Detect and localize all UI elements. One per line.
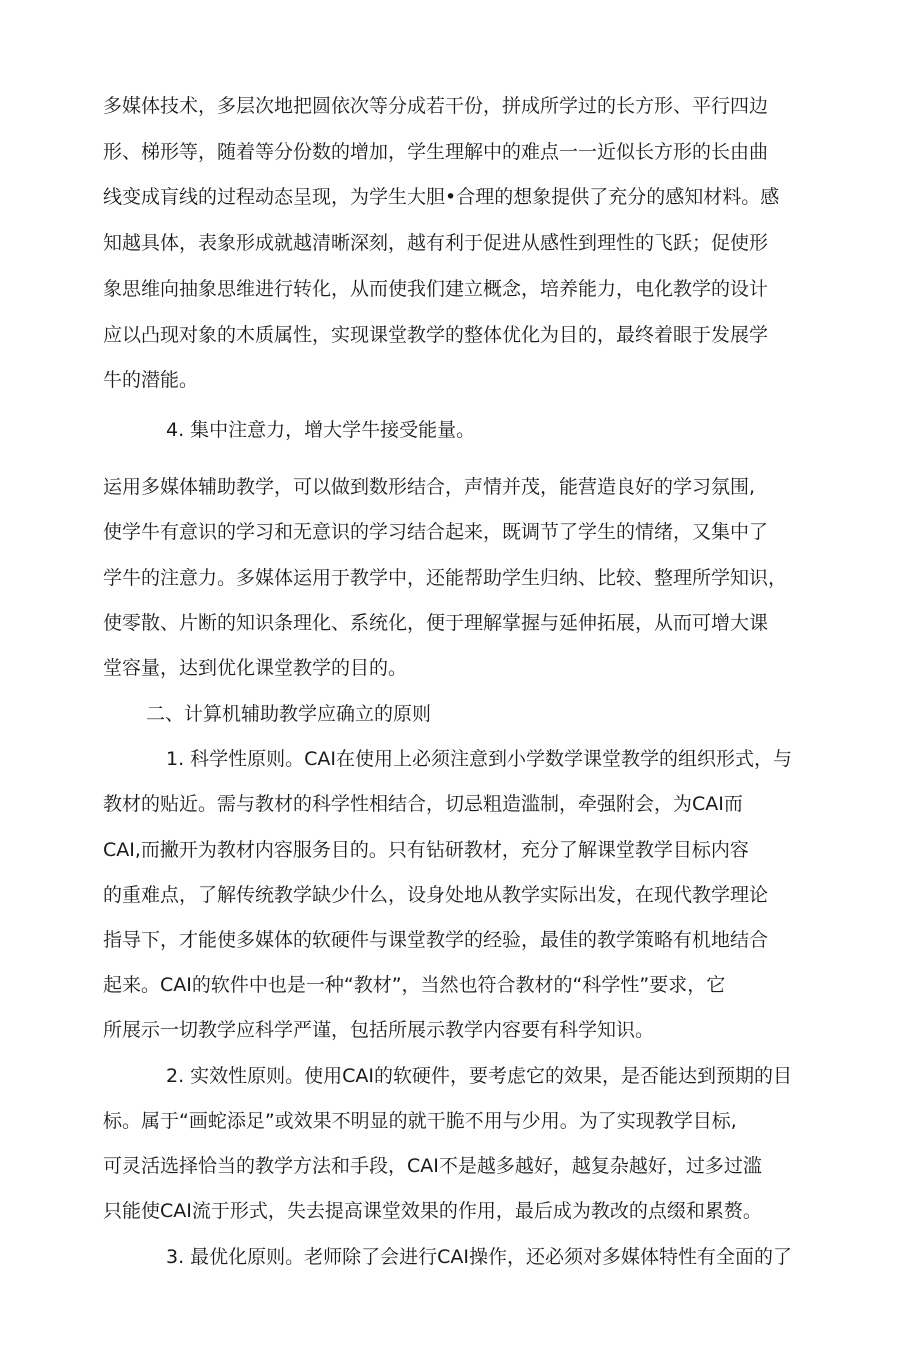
text-line: 线变成肓线的过程动态呈现，为学生大胆•合理的想象提供了充分的感知材料。感 xyxy=(103,186,780,208)
text-line: 运用多媒体辅助教学，可以做到数形结合，声情并茂，能营造良好的学习氛围, xyxy=(103,476,756,498)
text-line: CAI,而撇开为教材内容服务目的。只有钻研教材，充分了解课堂教学目标内容 xyxy=(103,839,749,861)
text-line: 所展示一切教学应科学严谨，包括所展示教学内容要有科学知识。 xyxy=(103,1019,655,1041)
text-line: 标。属于“画蛇添足”或效果不明显的就干脆不用与少用。为了实现教学目标, xyxy=(103,1110,737,1132)
text-line: 的重难点，了解传统教学缺少什么，设身处地从教学实际出发，在现代教学理论 xyxy=(103,884,769,906)
section-heading: 二、计算机辅助教学应确立的原则 xyxy=(146,703,432,725)
text-line: 堂容量，达到优化课堂教学的目的。 xyxy=(103,657,408,679)
text-line: 3. 最优化原则。老师除了会进行CAI操作，还必须对多媒体特性有全面的了 xyxy=(166,1246,793,1268)
text-line: 使零散、片断的知识条理化、系统化，便于理解掌握与延伸拓展，从而可增大课 xyxy=(103,612,769,634)
text-line: 应以凸现对象的木质属性，实现课堂教学的整体优化为目的，最终着眼于发展学 xyxy=(103,324,769,346)
text-line: 2. 实效性原则。使用CAI的软硬件，要考虑它的效果，是否能达到预期的目 xyxy=(166,1065,793,1087)
text-line: 教材的贴近。需与教材的科学性相结合，切忌粗造滥制，牵强附会，为CAI而 xyxy=(103,793,743,815)
text-line: 指导下，才能使多媒体的软硬件与课堂教学的经验，最佳的教学策略有机地结合 xyxy=(103,929,769,951)
text-line: 知越具体，表象形成就越清晰深刻，越有利于促进从感性到理性的飞跃；促使形 xyxy=(103,232,769,254)
section-heading: 4. 集中注意力，增大学牛接受能量。 xyxy=(166,419,476,441)
text-line: 1. 科学性原则。CAI在使用上必须注意到小学数学课堂教学的组织形式，与 xyxy=(166,748,793,770)
text-line: 形、梯形等，随着等分份数的增加，学生理解中的难点一一近似长方形的长由曲 xyxy=(103,141,769,163)
text-line: 牛的潜能。 xyxy=(103,369,199,391)
text-line: 使学牛有意识的学习和无意识的学习结合起来，既调节了学生的情绪，又集中了 xyxy=(103,521,769,543)
text-line: 可灵活选择恰当的教学方法和手段，CAI不是越多越好，越复杂越好，过多过滥 xyxy=(103,1155,762,1177)
text-line: 象思维向抽象思维进行转化，从而使我们建立概念，培养能力，电化教学的设计 xyxy=(103,278,769,300)
text-line: 多媒体技术，多层次地把圆依次等分成若干份，拼成所学过的长方形、平行四边 xyxy=(103,95,769,117)
text-line: 只能使CAI流于形式，失去提高课堂效果的作用，最后成为教改的点缀和累赘。 xyxy=(103,1200,762,1222)
text-line: 起来。CAI的软件中也是一种“教材”，当然也符合教材的“科学性”要求，它 xyxy=(103,974,726,996)
text-line: 学牛的注意力。多媒体运用于教学中，还能帮助学生归纳、比较、整理所学知识， xyxy=(103,567,788,589)
